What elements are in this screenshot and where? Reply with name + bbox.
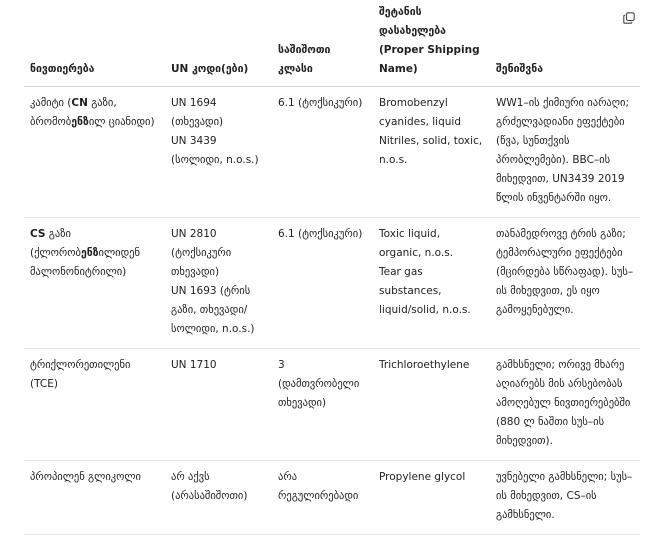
cell-un-codes <box>165 87 272 218</box>
cell-hazard-class: არა რეგულირებადი <box>272 461 373 535</box>
cell-proper-shipping-name: Trichloroethylene <box>373 349 490 461</box>
cell-proper-shipping-name: Propylene glycol <box>373 461 490 535</box>
substance-text: გაზი, ბრომობ <box>30 97 117 128</box>
cell-note: თანამედროვე ტრის გაზი; ტემპორალური ეფექტები (მცირდება სწრაფად). სუს–ის მიხედვით, ეს იყო გამოყენებული. <box>490 218 640 349</box>
substance-text: გაზი (ქლორობ <box>30 228 81 259</box>
table-header-row <box>24 0 640 87</box>
cell-un-codes <box>165 218 272 349</box>
cell-un-codes: არ აქვს (არასაშიშოთი) <box>165 461 272 535</box>
substance-text: ილიდენ მალონონიტრილი) <box>30 247 140 278</box>
substance-text: კამიტი ( <box>30 97 72 109</box>
cell-substance: ტრიქლორეთილენი (TCE) <box>24 349 165 461</box>
cell-substance <box>24 87 165 218</box>
substance-table <box>24 0 640 535</box>
header-proper-shipping-name: შეტანის დასახელება (Proper Shipping Name) <box>373 0 490 87</box>
cell-note: გამხსნელი; ორივე მხარე აღიარებს მის არსებობას ამოღებულ ნივთიერებებში (880 ლ ნაშთი სუს–ის მიხედვით). <box>490 349 640 461</box>
table-row <box>24 218 640 349</box>
un-codes-text: UN 2810 (ტოქსიკური თხევადი) UN 1693 (ტრის გაზი, თხევადი/სოლიდი, n.o.s.) <box>171 228 255 335</box>
cell-hazard-class: 3 (დამთვრობელი თხევადი) <box>272 349 373 461</box>
cell-hazard-class: 6.1 (ტოქსიკური) <box>272 87 373 218</box>
header-un-codes: UN კოდი(ები) <box>165 0 272 87</box>
substance-code: CS <box>30 228 46 240</box>
cell-un-codes: UN 1710 <box>165 349 272 461</box>
cell-substance <box>24 218 165 349</box>
cell-substance: პროპილენ გლიკოლი <box>24 461 165 535</box>
cell-proper-shipping-name <box>373 218 490 349</box>
substance-text: ილ ციანიდი) <box>88 116 155 128</box>
cell-note: უვნებელი გამხსნელი; სუს–ის მიხედვით, CS–ის გამხსნელი. <box>490 461 640 535</box>
table-row <box>24 87 640 218</box>
header-hazard-class: საშიშოთი კლასი <box>272 0 373 87</box>
psn-text: Bromobenzyl cyanides, liquid Nitriles, solid, toxic, n.o.s. <box>379 97 483 166</box>
psn-text: Toxic liquid, organic, n.o.s. Tear gas substances, liquid/solid, n.o.s. <box>379 228 471 316</box>
cell-proper-shipping-name <box>373 87 490 218</box>
substance-code: CN <box>71 97 88 109</box>
table-row <box>24 349 640 461</box>
cell-hazard-class: 6.1 (ტოქსიკური) <box>272 218 373 349</box>
substance-bold-part: ენზ <box>80 247 99 259</box>
header-substance: ნივთიერება <box>24 0 165 87</box>
cell-note: WW1–ის ქიმიური იარაღი; გრძელვადიანი ეფექტები (წვა, სუნთქვის პრობლემები). BBC–ის მიხედვით, UN3439 2019 წლის ინვენტარში იყო. <box>490 87 640 218</box>
table-row <box>24 461 640 535</box>
substance-bold-part: ენზ <box>71 116 89 128</box>
un-codes-text: UN 1694 (თხევადი) UN 3439 (სოლიდი, n.o.s.) <box>171 97 259 166</box>
header-note: შენიშვნა <box>490 0 640 87</box>
